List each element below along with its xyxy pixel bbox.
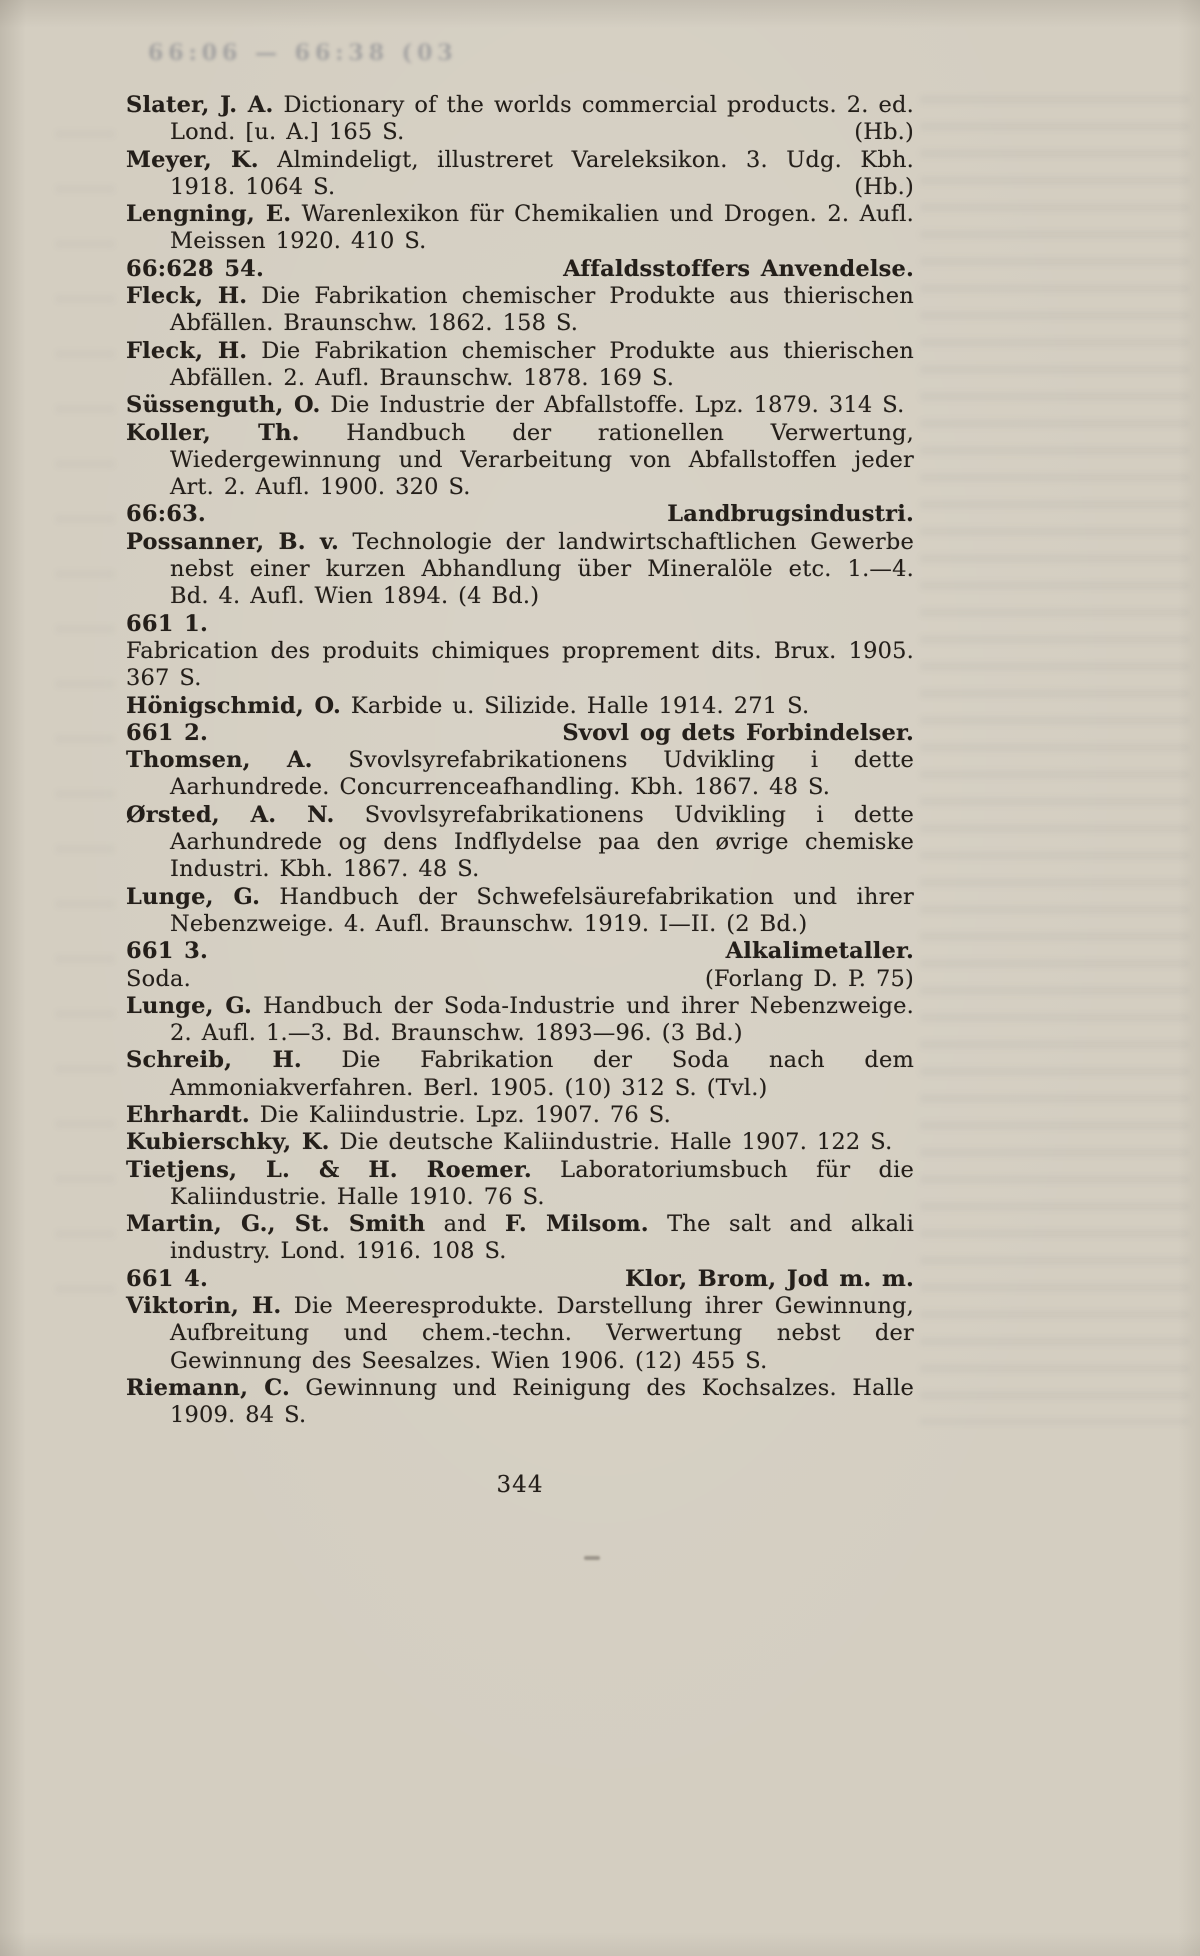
entry-author: Schreib, H.	[126, 1047, 302, 1074]
bibliography-entry	[126, 1047, 914, 1102]
section-title: Alkalimetaller.	[725, 938, 914, 965]
entry-note: (Hb.)	[854, 173, 914, 200]
bleedthrough-text: 66:06 — 66:38 (03	[148, 40, 458, 66]
section-title: Landbrugsindustri.	[667, 501, 914, 528]
entry-text: Die Fabrikation chemischer Produkte aus thierischen Abfällen. Braunschw. 1862. 158 S.	[170, 283, 914, 337]
entry-text: Die Kaliindustrie. Lpz. 1907. 76 S.	[249, 1101, 671, 1128]
section-title: Affaldsstoffers Anvendelse.	[563, 255, 914, 282]
entry-author: Lengning, E.	[126, 201, 292, 228]
section-code: 661 2.	[126, 719, 208, 746]
entry-list	[126, 92, 914, 1430]
bleedthrough-smudge-left	[55, 130, 115, 1330]
entry-author: Ehrhardt.	[126, 1101, 250, 1128]
bibliography-entry	[126, 993, 914, 1048]
entry-author: F. Milsom.	[505, 1211, 649, 1238]
entry-text: Almindeligt, illustreret Vareleksikon. 3. Udg. Kbh. 1918. 1064 S.	[170, 146, 914, 200]
bibliography-entry	[126, 420, 914, 502]
bibliography-entry	[126, 1211, 914, 1266]
bibliography-entry	[126, 1129, 914, 1156]
entry-author: Martin, G., St. Smith	[126, 1211, 426, 1238]
section-title: Klor, Brom, Jod m. m.	[625, 1265, 914, 1292]
bibliography-entry	[126, 147, 914, 202]
bibliography-entry	[126, 1157, 914, 1212]
entry-text: Laboratoriumsbuch für die Kaliindustrie. Halle 1910. 76 S.	[170, 1156, 914, 1210]
entry-text: Die Fabrikation der Soda nach dem Ammoniakverfahren. Berl. 1905. (10) 312 S. (Tvl.)	[170, 1047, 914, 1101]
bibliography-entry	[126, 802, 914, 884]
section-heading	[126, 720, 914, 747]
entry-author: Possanner, B. v.	[126, 528, 340, 555]
section-code: 661 1.	[126, 610, 208, 637]
bibliography-entry	[126, 1293, 914, 1375]
section-title: Svovl og dets Forbindelser.	[562, 719, 914, 746]
entry-author: Ørsted, A. N.	[126, 801, 335, 828]
entry-text: Die Meeresprodukte. Darstellung ihrer Gewinnung, Aufbreitung und chem.-techn. Verwertung nebst der Gewinnung des Seesalzes. Wien 1906. (12) 455 S.	[170, 1293, 914, 1374]
entry-text: The salt and alkali industry. Lond. 1916. 108 S.	[170, 1211, 914, 1265]
section-code: 66:63.	[126, 501, 206, 528]
bleedthrough-smudge-right	[920, 95, 1190, 1425]
entry-author: Kubierschky, K.	[126, 1129, 330, 1156]
entry-author: Fleck, H.	[126, 283, 248, 310]
entry-author: Koller, Th.	[126, 419, 300, 446]
entry-text: Fabrication des produits chimiques proprement dits. Brux. 1905. 367 S.	[126, 637, 914, 692]
ink-speck	[584, 1556, 600, 1560]
entry-author: Meyer, K.	[126, 146, 259, 173]
section-heading	[126, 938, 914, 965]
entry-text: Handbuch der Schwefelsäurefabrikation und ihrer Nebenzweige. 4. Aufl. Braunschw. 1919. I—II. (2 Bd.)	[170, 883, 914, 937]
section-code: 661 4.	[126, 1265, 208, 1292]
section-code: 66:628 54.	[126, 255, 265, 282]
bibliography-entry	[126, 529, 914, 611]
bibliography-entry	[126, 392, 914, 419]
entry-text: Warenlexikon für Chemikalien und Drogen. 2. Aufl. Meissen 1920. 410 S.	[170, 201, 915, 255]
entry-author: Fleck, H.	[126, 337, 248, 364]
entry-author: Slater, J. A.	[126, 92, 274, 118]
entry-author: Süssenguth, O.	[126, 392, 321, 419]
entry-text: Svovlsyrefabrikationens Udvikling i dette Aarhundrede og dens Indflydelse paa den øvrige chemiske Industri. Kbh. 1867. 48 S.	[170, 801, 914, 883]
entry-text: Handbuch der Soda-Industrie und ihrer Nebenzweige. 2. Aufl. 1.—3. Bd. Braunschw. 1893—96. (3 Bd.)	[170, 992, 914, 1047]
section-heading	[126, 256, 914, 283]
entry-text: Die deutsche Kaliindustrie. Halle 1907. 122 S.	[329, 1129, 893, 1156]
entry-text: Die Fabrikation chemischer Produkte aus thierischen Abfällen. 2. Aufl. Braunschw. 1878. 169 S.	[170, 337, 914, 391]
entry-author: Hönigschmid, O.	[126, 692, 341, 719]
entry-text: Dictionary of the worlds commercial products. 2. ed. Lond. [u. A.] 165 S.	[170, 92, 914, 146]
entry-text: and	[425, 1211, 505, 1238]
entry-author: Lunge, G.	[126, 883, 261, 910]
entry-author: Lunge, G.	[126, 992, 253, 1019]
entry-text: Soda.	[126, 965, 191, 992]
entry-author: Riemann, C.	[126, 1374, 290, 1401]
entry-text: Karbide u. Silizide. Halle 1914. 271 S.	[341, 692, 810, 719]
bibliography-entry	[126, 638, 914, 693]
entry-text: Technologie der landwirtschaftlichen Gewerbe nebst einer kurzen Abhandlung über Mineralöle etc. 1.—4. Bd. 4. Aufl. Wien 1894. (4 Bd.)	[170, 528, 914, 610]
bibliography-entry	[126, 283, 914, 338]
entry-note: (Hb.)	[854, 119, 914, 146]
bibliography-entry	[126, 966, 914, 993]
entry-text: Handbuch der rationellen Verwertung, Wiedergewinnung und Verarbeitung von Abfallstoffen jeder Art. 2. Aufl. 1900. 320 S.	[170, 419, 914, 501]
entry-text: Gewinnung und Reinigung des Kochsalzes. Halle 1909. 84 S.	[170, 1374, 914, 1429]
bibliography-entry	[126, 92, 914, 147]
bibliography-entry	[126, 1102, 914, 1129]
page-number: 344	[496, 1472, 544, 1498]
bibliography-entry	[126, 338, 914, 393]
bibliography-entry	[126, 884, 914, 939]
section-code: 661 3.	[126, 938, 208, 965]
section-heading	[126, 1266, 914, 1293]
entry-author: Tietjens, L. & H. Roemer.	[126, 1156, 532, 1183]
entry-note: (Forlang D. P. 75)	[704, 965, 914, 992]
entry-text: Svovlsyrefabrikationens Udvikling i dette Aarhundrede. Concurrenceafhandling. Kbh. 1867. 48 S.	[170, 747, 914, 801]
bibliography-entry	[126, 201, 914, 256]
entry-text: Die Industrie der Abfallstoffe. Lpz. 1879. 314 S.	[320, 392, 905, 419]
section-heading	[126, 501, 914, 528]
section-heading	[126, 611, 914, 638]
entry-author: Viktorin, H.	[126, 1293, 282, 1320]
bibliography-entry	[126, 693, 914, 720]
bibliography-entry	[126, 747, 914, 802]
bibliography-entry	[126, 1375, 914, 1430]
entry-author: Thomsen, A.	[126, 747, 313, 774]
